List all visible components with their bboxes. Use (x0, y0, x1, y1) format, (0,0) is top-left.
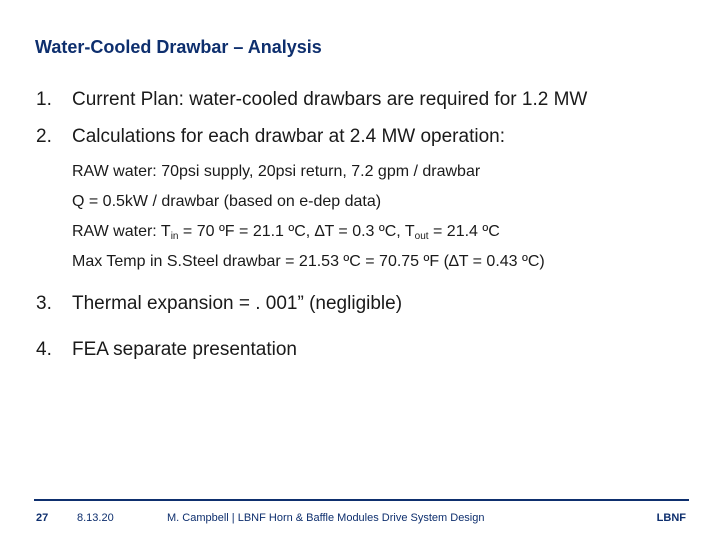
detail-max-temp: Max Temp in S.Steel drawbar = 21.53 ºC = 70.75 ºF (∆T = 0.43 ºC) (72, 253, 545, 270)
subscript-in: in (170, 231, 179, 242)
list-item-3 (36, 293, 402, 315)
detail-text: = 70 ºF = 21.1 ºC, ∆T = 0.3 ºC, T (178, 223, 415, 240)
list-item-4 (36, 339, 297, 361)
detail-water-temperatures (72, 223, 500, 242)
list-item-number: 2. (36, 126, 52, 147)
page-number: 27 (36, 512, 49, 524)
list-item-number: 1. (36, 89, 52, 110)
lbnf-logo: LBNF (656, 512, 686, 524)
list-item-text: Thermal expansion = . 001” (negligible) (72, 293, 403, 314)
detail-heat-load: Q = 0.5kW / drawbar (based on e-dep data) (72, 193, 382, 210)
list-item-text: Current Plan: water-cooled drawbars are required for 1.2 MW (72, 89, 588, 110)
footer-presenter: M. Campbell | LBNF Horn & Baffle Modules Drive System Design (167, 512, 485, 524)
list-item-text: Calculations for each drawbar at 2.4 MW operation: (72, 126, 505, 147)
list-item-text: FEA separate presentation (72, 339, 297, 360)
list-item-1 (36, 89, 587, 111)
detail-text: RAW water: T (72, 223, 171, 240)
subscript-out: out (414, 231, 429, 242)
detail-text: = 21.4 ºC (428, 223, 500, 240)
footer-date: 8.13.20 (77, 512, 114, 524)
footer-divider (34, 499, 689, 501)
list-item-number: 3. (36, 293, 52, 314)
detail-raw-water-supply: RAW water: 70psi supply, 20psi return, 7.2 gpm / drawbar (72, 163, 481, 180)
slide-title: Water-Cooled Drawbar – Analysis (35, 37, 322, 57)
list-item-number: 4. (36, 339, 52, 360)
list-item-2 (36, 126, 505, 148)
